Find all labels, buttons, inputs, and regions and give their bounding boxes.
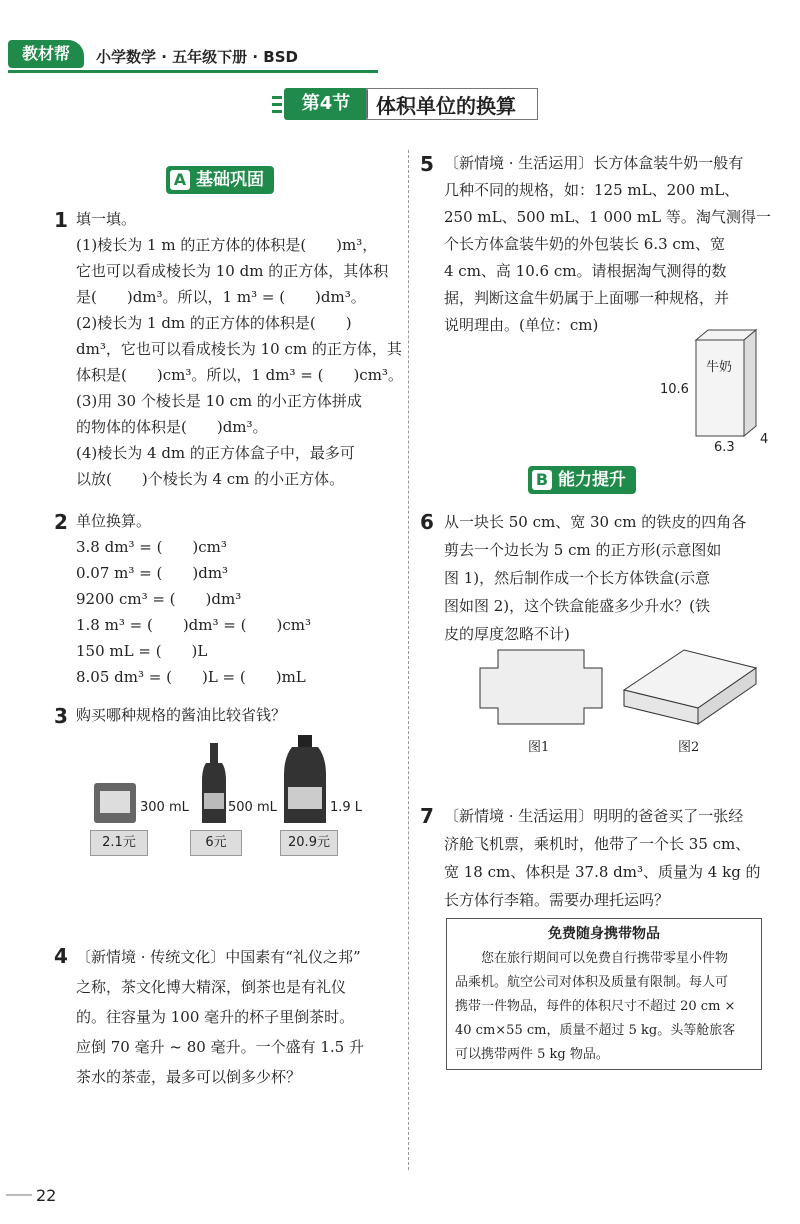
box-front [696, 340, 744, 436]
section-title: 体积单位的换算 [376, 94, 516, 118]
jug-cap-icon [298, 735, 312, 747]
q1-line: 的物体的体积是( )dm³。 [76, 418, 268, 436]
question-4 [76, 942, 364, 1092]
sheet-net [480, 650, 602, 724]
q6-line: 图 1)，然后制作成一个长方体铁盒(示意 [444, 569, 711, 587]
q7-line: 长方体行李箱。需要办理托运吗？ [444, 891, 670, 909]
notice-line: 可以携带两件 5 kg 物品。 [455, 1047, 609, 1062]
deco-dash [272, 96, 282, 99]
q6-line: 皮的厚度忽略不计) [444, 625, 570, 643]
q1-line: 以放( )个棱长为 4 cm 的小正方体。 [76, 470, 345, 488]
q4-line: 茶水的茶壶，最多可以倒多少杯？ [76, 1068, 302, 1086]
q1-line: 体积是( )cm³。所以，1 dm³ = ( )cm³。 [76, 366, 403, 384]
q2-line: 单位换算。 [76, 512, 152, 530]
q2-line: 3.8 dm³ = ( )cm³ [76, 538, 227, 556]
column-divider [408, 150, 409, 1170]
q2-line: 8.05 dm³ = ( )L = ( )mL [76, 668, 306, 686]
q5-line: 〔新情境 · 生活运用〕长方体盒装牛奶一般有 [444, 154, 744, 172]
product-size: 500 mL [228, 800, 277, 815]
level-b-letter: B [532, 470, 552, 490]
dim-height: 10.6 [660, 382, 689, 397]
milk-label: 牛奶 [706, 360, 733, 375]
notice-line: 品乘机。航空公司对体积及质量有限制。每人可 [455, 975, 729, 990]
question-number: 2 [54, 510, 68, 534]
question-7 [444, 802, 761, 914]
q1-line: 填一填。 [76, 210, 137, 228]
q5-line: 250 mL、500 mL、1 000 mL 等。淘气测得一 [444, 208, 771, 226]
q5-line: 几种不同的规格，如：125 mL、200 mL、 [444, 181, 740, 199]
q2-line: 9200 cm³ = ( )dm³ [76, 590, 242, 608]
bottle-label-icon [204, 793, 224, 809]
q7-line: 〔新情境 · 生活运用〕明明的爸爸买了一张经 [444, 807, 744, 825]
q6-line: 图如图 2)，这个铁盒能盛多少升水？(铁 [444, 597, 711, 615]
page-number: 22 [36, 1186, 57, 1205]
q2-line: 0.07 m³ = ( )dm³ [76, 564, 229, 582]
bottle-neck-icon [210, 743, 218, 763]
question-number: 6 [420, 510, 434, 534]
fig2-caption: 图2 [678, 740, 700, 755]
question-number: 4 [54, 944, 68, 968]
question-2 [76, 508, 311, 690]
q4-line: 的。往容量为 100 毫升的杯子里倒茶时。 [76, 1008, 355, 1026]
q1-line: (3)用 30 个棱长是 10 cm 的小正方体拼成 [76, 392, 362, 410]
q2-line: 1.8 m³ = ( )dm³ = ( )cm³ [76, 616, 311, 634]
q4-line: 之称，茶文化博大精深，倒茶也是有礼仪 [76, 978, 347, 996]
baggage-notice [446, 918, 762, 1070]
q7-line: 济舱飞机票，乘机时，他带了一个长 35 cm、 [444, 835, 751, 853]
jug-label-icon [288, 787, 322, 809]
level-b-label: 能力提升 [558, 470, 626, 490]
box-side [744, 330, 756, 436]
level-a-heading [166, 166, 274, 194]
notice-title: 免费随身携带物品 [548, 926, 660, 942]
question-6 [444, 508, 746, 648]
q4-line: 应倒 70 毫升 ~ 80 毫升。一个盛有 1.5 升 [76, 1038, 364, 1056]
q2-line: 150 mL = ( )L [76, 642, 208, 660]
dim-width: 4 [760, 432, 769, 447]
jug-icon [284, 747, 326, 823]
level-b-heading [528, 466, 636, 494]
question-number: 7 [420, 804, 434, 828]
q6-line: 从一块长 50 cm、宽 30 cm 的铁皮的四角各 [444, 513, 747, 531]
brand-badge: 教材帮 [8, 40, 84, 68]
page-rule [6, 1194, 32, 1196]
q5-line: 4 cm、高 10.6 cm。请根据淘气测得的数 [444, 262, 727, 280]
q5-line: 个长方体盒装牛奶的外包装长 6.3 cm、宽 [444, 235, 726, 253]
q1-line: (4)棱长为 4 dm 的正方体盒子中，最多可 [76, 444, 355, 462]
fig2-box [620, 646, 760, 728]
price-tag: 20.9元 [280, 830, 338, 856]
header-rule [8, 70, 378, 73]
question-1 [76, 206, 403, 492]
fig1-caption: 图1 [528, 740, 550, 755]
question-number: 3 [54, 704, 68, 728]
q5-line: 据，判断这盒牛奶属于上面哪一种规格，并 [444, 289, 730, 307]
q1-line: (1)棱长为 1 m 的正方体的体积是( )m³， [76, 236, 378, 254]
fig1-net [476, 646, 606, 728]
question-5 [444, 150, 771, 339]
deco-dash [272, 103, 282, 106]
question-number: 1 [54, 208, 68, 232]
question-3: 购买哪种规格的酱油比较省钱？ [76, 706, 287, 724]
q1-line: 是( )dm³。所以，1 m³ = ( )dm³。 [76, 288, 366, 306]
product-size: 300 mL [140, 800, 189, 815]
q4-line: 〔新情境 · 传统文化〕中国素有“礼仪之邦” [76, 948, 361, 966]
level-a-letter: A [170, 170, 190, 190]
q7-line: 宽 18 cm、体积是 37.8 dm³、质量为 4 kg 的 [444, 863, 761, 881]
book-title: 小学数学 · 五年级下册 · BSD [96, 48, 298, 66]
deco-dash [272, 110, 282, 113]
section-tag: 第4节 [284, 88, 368, 120]
dim-length: 6.3 [714, 440, 735, 455]
price-tag: 2.1元 [90, 830, 148, 856]
pouch-label-icon [100, 791, 130, 813]
q6-line: 剪去一个边长为 5 cm 的正方形(示意图如 [444, 541, 722, 559]
notice-line: 携带一件物品，每件的体积尺寸不超过 20 cm × [455, 999, 736, 1014]
q1-line: 它也可以看成棱长为 10 dm 的正方体，其体积 [76, 262, 389, 280]
notice-line: 您在旅行期间可以免费自行携带零星小件物 [455, 951, 729, 966]
q5-line: 说明理由。(单位：cm) [444, 316, 599, 334]
question-number: 5 [420, 152, 434, 176]
product-size: 1.9 L [330, 800, 363, 815]
q1-line: dm³，它也可以看成棱长为 10 cm 的正方体，其 [76, 340, 402, 358]
q1-line: (2)棱长为 1 dm 的正方体的体积是( ) [76, 314, 352, 332]
notice-line: 40 cm×55 cm，质量不超过 5 kg。头等舱旅客 [455, 1023, 736, 1038]
level-a-label: 基础巩固 [196, 170, 264, 190]
price-tag: 6元 [190, 830, 242, 856]
